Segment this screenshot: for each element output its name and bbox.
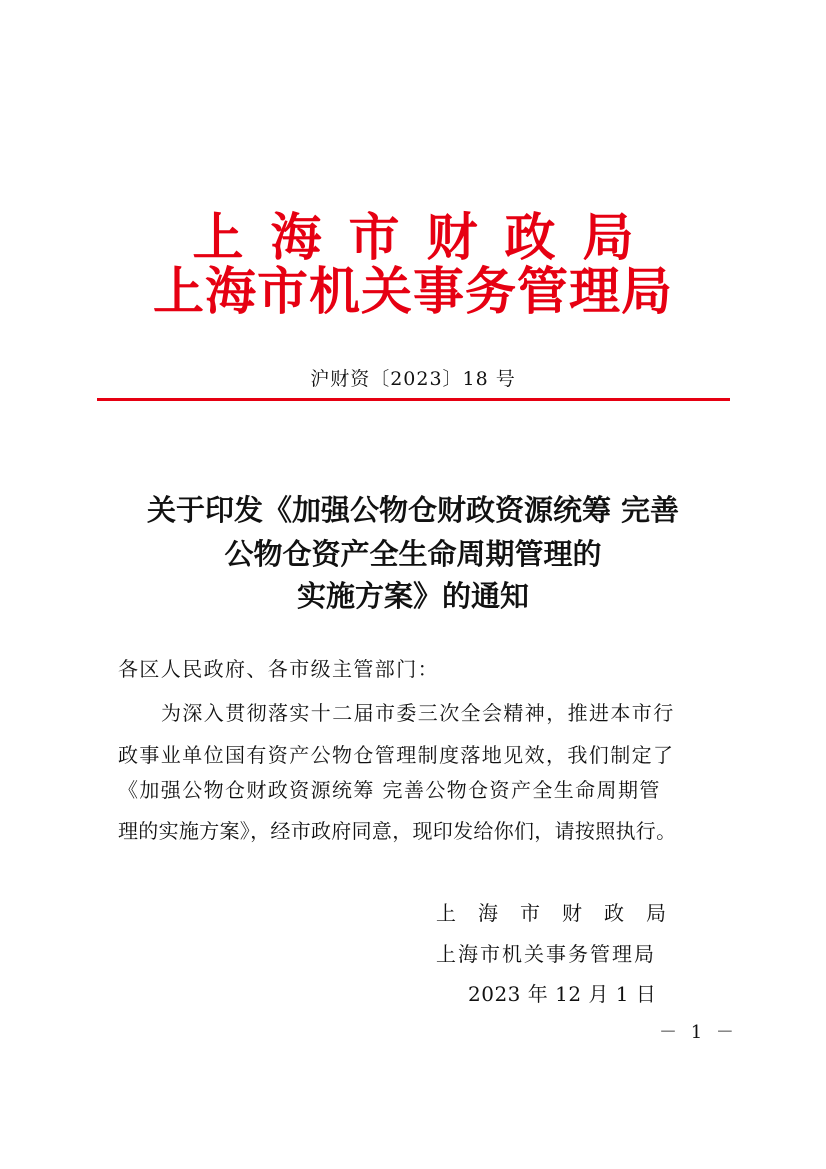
document-title-line-1: 关于印发《加强公物仓财政资源统筹 完善 bbox=[146, 493, 680, 527]
document-number: 沪财资〔2023〕18 号 bbox=[310, 368, 516, 390]
issuer-header-line-1: 上海市财政局 bbox=[192, 208, 661, 268]
addressee: 各区人民政府、各市级主管部门： bbox=[118, 657, 439, 681]
body-paragraph-line-1: 为深入贯彻落实十二届市委三次全会精神，推进本市行 bbox=[161, 701, 675, 725]
page-number: － 1 － bbox=[659, 1022, 738, 1043]
body-paragraph-line-2: 政事业单位国有资产公物仓管理制度落地见效，我们制定了 bbox=[118, 743, 675, 767]
signature-org-2: 上海市机关事务管理局 bbox=[436, 942, 656, 966]
body-paragraph-line-4: 理的实施方案》，经市政府同意，现印发给你们，请按照执行。 bbox=[118, 819, 677, 843]
signature-org-1: 上海市财政局 bbox=[436, 901, 688, 925]
body-paragraph-line-3: 《加强公物仓财政资源统筹 完善公物仓资产全生命周期管 bbox=[118, 778, 661, 802]
signature-date: 2023 年 12 月 1 日 bbox=[468, 982, 657, 1006]
issuer-header-line-2: 上海市机关事务管理局 bbox=[152, 262, 673, 322]
document-title-line-3: 实施方案》的通知 bbox=[296, 579, 529, 613]
red-divider-line bbox=[97, 398, 730, 401]
document-title-line-2: 公物仓资产全生命周期管理的 bbox=[224, 537, 602, 571]
